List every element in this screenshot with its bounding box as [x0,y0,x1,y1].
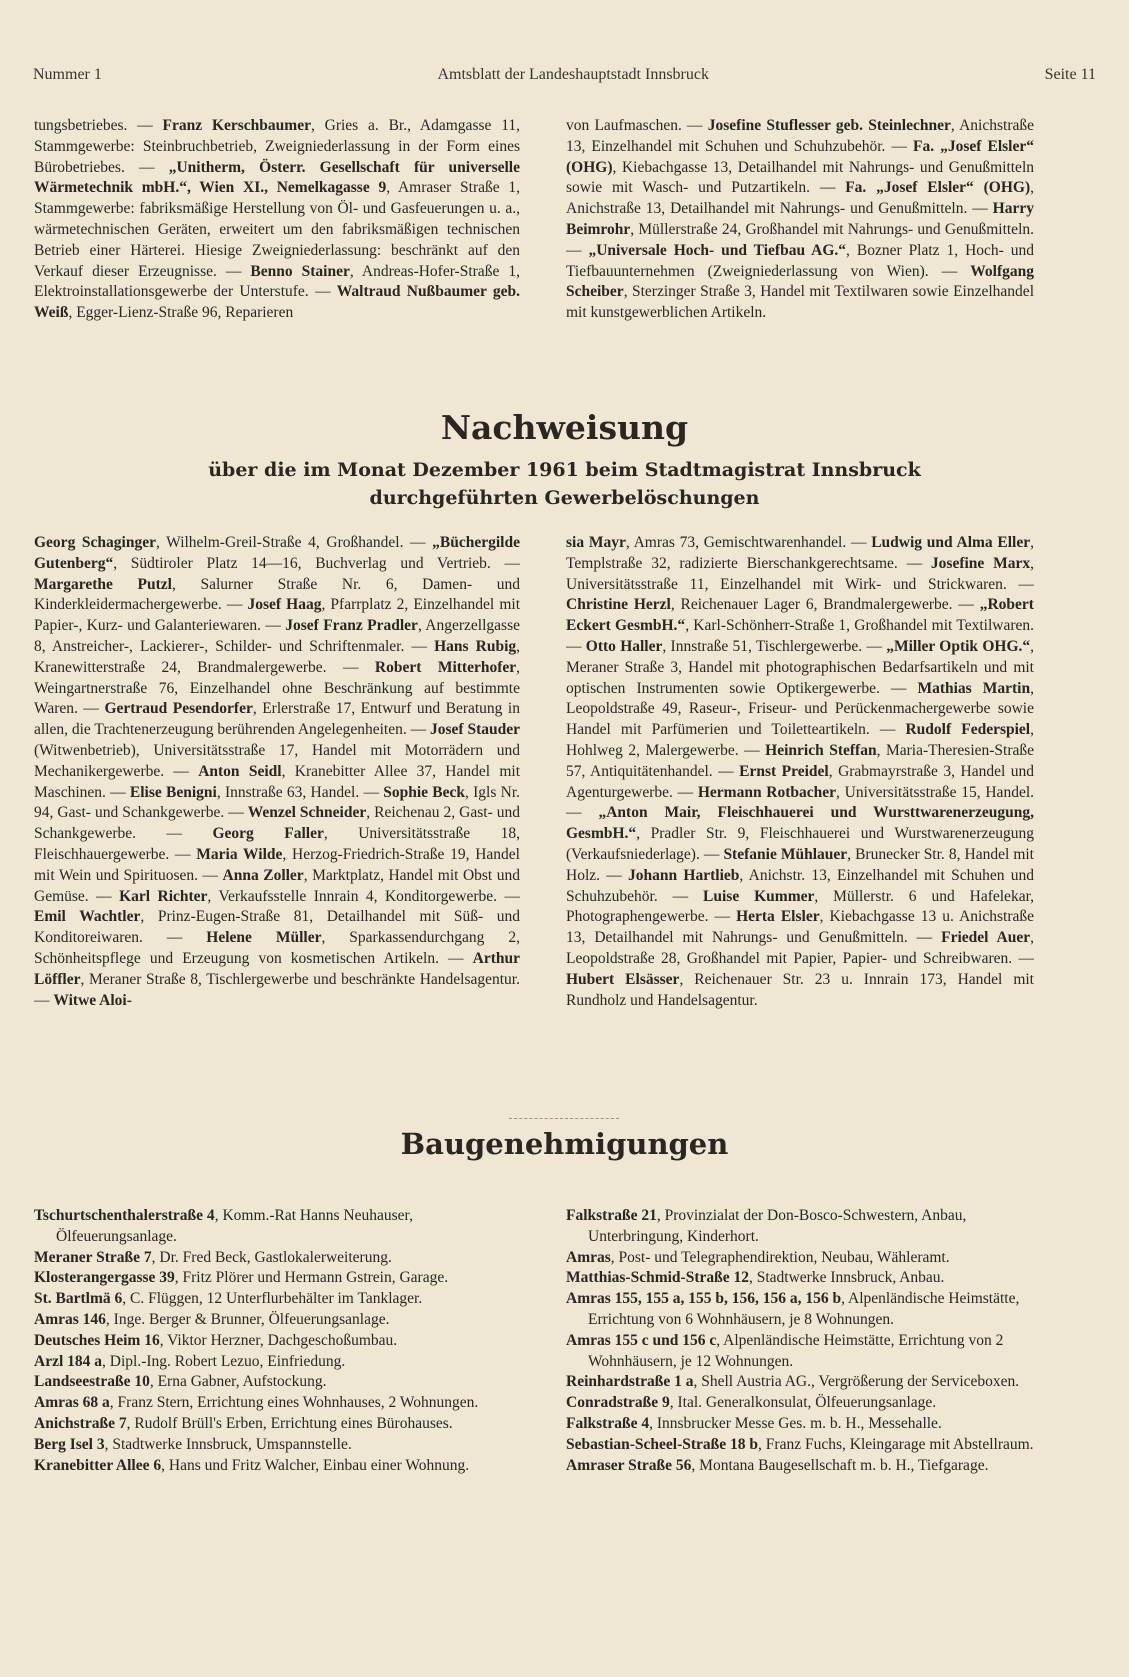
entry-name: Stefanie Mühlauer [723,845,848,863]
entry-name: Harry Beimrohr [566,200,1034,238]
entry-text: , Weingartnerstraße 76, Einzelhandel ohne Beschränkung auf bestimmte Waren. — [34,658,520,718]
entry-name: „Anton Mair, Fleischhauerei und Wursttwarenerzeugung, GesmbH.“ [566,804,1034,843]
entry-name: Georg Faller [212,825,324,843]
entry-text: tungsbetriebes. — [34,117,163,134]
entry-name: Karl Richter [119,887,208,905]
permit-details: , Dr. Fred Beck, Gastlokalerweiterung. [151,1248,392,1266]
entry-name: Josefine Marx [930,554,1031,572]
permit-entry [34,1331,520,1352]
entry-name: Georg Schaginger [34,534,156,551]
permit-entry [34,1372,520,1393]
permit-address: Reinhardstraße 1 a [566,1373,694,1391]
entry-name: Witwe Aloi- [53,991,132,1009]
entry-text: , Leopoldstraße 28, Großhandel mit Papier, Papier- und Schreibwaren. — [566,929,1034,967]
permit-details: , Erna Gabner, Aufstockung. [149,1373,327,1391]
entry-name: Maria Wilde [196,845,283,863]
entry-text: , Reichenau 2, Gast- und Schankgewerbe. — [34,804,520,843]
publication-title: Amtsblatt der Landeshauptstadt Innsbruck [437,66,709,83]
section-subheading-line2: durchgeführten Gewerbelöschungen [369,487,760,509]
permit-details: , Rudolf Brüll's Erben, Errichtung eines Bürohauses. [126,1414,453,1432]
entry-text: , Bozner Platz 1, Hoch- und Tiefbauunternehmen (Zweigniederlassung von Wien). — [566,241,1034,280]
permit-details: , Hans und Fritz Walcher, Einbau einer Wohnung. [161,1456,470,1474]
permit-details: , Innsbrucker Messe Ges. m. b. H., Messehalle. [649,1414,942,1432]
entry-text: , Amraser Straße 1, Stammgewerbe: fabriksmäßige Herstellung von Öl- und Gasfeuerungen u. a., wärmetechnischen Geräten, erweitert um den fabriksmäßigen technischen Betrieb einer Härterei. Hiesige Zweigniederlassung: beschränkt auf den Verkauf dieser Erzeugnisse. — [34,179,520,280]
entry-name: Waltraud Nußbaumer geb. Weiß [34,283,520,322]
entry-name: Sophie Beck [383,783,465,801]
entry-name: Fa. „Josef Elsler“ (OHG) [566,137,1034,176]
permit-entry [34,1352,520,1373]
entry-name: Robert Mitterhofer [374,658,517,676]
entry-text: , Verkaufsstelle Innrain 4, Konditorgewerbe. — [207,887,520,905]
entry-text: , Kranewitterstraße 24, Brandmalergewerbe. — [34,637,520,676]
entry-name: Josefine Stuflesser geb. Steinlechner [707,117,951,134]
permit-entry [566,1268,1034,1289]
loeschungen-column-right [566,533,1034,1111]
section-heading-nachweisung: Nachweisung [440,408,689,447]
page-indicator: Seite 11 [1044,66,1096,83]
permit-entry [566,1372,1034,1393]
permit-details: , Dipl.-Ing. Robert Lezuo, Einfriedung. [102,1352,346,1370]
permit-details: , Franz Fuchs, Kleingarage mit Abstellraum. [758,1435,1034,1453]
permit-address: Amras [566,1248,611,1266]
entry-text: , Grabmayrstraße 3, Handel und Agenturgewerbe. — [566,762,1034,801]
entry-text: , Sterzinger Straße 3, Handel mit Textilwaren sowie Einzelhandel mit kunstgewerblichen Artikeln. [566,283,1034,322]
entry-text: , Südtiroler Platz 14—16, Buchverlag und Vertrieb. — [113,554,520,572]
permit-entry [34,1435,520,1456]
entry-text: (Witwenbetrieb), Universitätsstraße 17, Handel mit Motorrädern und Mechanikergewerbe. — [34,741,520,780]
section-subheading-line1: über die im Monat Dezember 1961 beim Stadtmagistrat Innsbruck [208,459,921,481]
entry-text: , Anichstraße 13, Einzelhandel mit Schuhen und Schuhzubehör. — [566,117,1034,155]
baugenehmigungen-list-left [34,1206,520,1476]
permit-address: Amras 155, 155 a, 155 b, 156, 156 a, 156 b [566,1290,842,1308]
entry-name: Josef Haag [247,596,322,614]
article-column-top-right [566,116,1034,368]
entry-text: , Andreas-Hofer-Straße 1, Elektroinstallationsgewerbe der Unterstufe. — [34,262,520,301]
entry-name: Ernst Preidel [739,762,829,780]
entry-text: , Hohlweg 2, Malergewerbe. — [566,721,1034,759]
permit-entry [566,1289,1034,1331]
permit-address: Meraner Straße 7 [34,1248,152,1266]
entry-text: , Meraner Straße 8, Tischlergewerbe und beschränkte Handelsagentur. — [34,970,520,1009]
entry-name: Arthur Löffler [34,949,520,988]
entry-name: Friedel Auer [941,929,1031,947]
permit-details: , Post- und Telegraphendirektion, Neubau, Wähleramt. [610,1248,950,1266]
entry-text: , Reichenauer Lager 6, Brandmalergewerbe. — [670,596,980,614]
entry-text: , Anichstraße 13, Detailhandel mit Nahrungs- und Genußmitteln. — [566,179,1034,218]
permit-entry [34,1414,520,1435]
permit-entry [34,1289,520,1310]
permit-address: Anichstraße 7 [34,1414,127,1432]
permit-address: Conradstraße 9 [566,1394,670,1412]
entry-name: Anna Zoller [222,866,304,884]
section-divider [509,1118,619,1119]
entry-text: , Universitätsstraße 11, Einzelhandel mit Wirk- und Strickwaren. — [566,554,1034,593]
permit-entry [566,1331,1034,1373]
permit-address: Falkstraße 4 [566,1414,650,1432]
entry-name: Wenzel Schneider [247,804,367,822]
entry-name: „Universale Hoch- und Tiefbau AG.“ [588,241,847,259]
entry-text: , Herzog-Friedrich-Straße 19, Handel mit Wein und Spirituosen. — [34,845,520,884]
permit-address: Tschurtschenthalerstraße 4 [34,1207,215,1224]
entry-text: , Sparkassendurchgang 2, Schönheitspflege und Erzeugung von kosmetischen Artikeln. — [34,929,520,967]
permit-address: Kranebitter Allee 6 [34,1456,162,1474]
entry-name: Hubert Elsässer [566,970,680,988]
entry-text: , Prinz-Eugen-Straße 81, Detailhandel mit Süß- und Konditoreiwaren. — [34,908,520,947]
entry-text: , Meraner Straße 3, Handel mit photographischen Bedarfsartikeln und mit optischen Instrumenten sowie Optikergewerbe. — [566,637,1034,697]
permit-entry [566,1248,1034,1269]
section-heading-baugenehmigungen: Baugenehmigungen [400,1127,729,1161]
entry-text: , Gries a. Br., Adamgasse 11, Stammgewerbe: Steinbruchbetrieb, Zweigniederlassung in der Form eines Bürobetriebes. — [34,117,520,176]
permit-address: Arzl 184 a [34,1352,103,1370]
permit-entry [566,1393,1034,1414]
permit-entry [566,1206,1034,1248]
entry-text: , Innstraße 51, Tischlergewerbe. — [662,637,887,655]
entry-text: , Egger-Lienz-Straße 96, Reparieren [68,304,294,322]
permit-details: , Alpenländische Heimstätte, Errichtung von 2 Wohnhäusern, je 12 Wohnungen. [588,1331,1004,1370]
permit-entry [566,1456,1034,1477]
permit-details: , Stadtwerke Innsbruck, Umspannstelle. [104,1435,352,1453]
entry-name: Hermann Rotbacher [697,783,837,801]
permit-address: Berg Isel 3 [34,1435,105,1453]
entry-text: , Innstraße 63, Handel. — [216,783,384,801]
entry-text: , Anichstr. 13, Einzelhandel mit Schuhen und Schuhzubehör. — [566,866,1034,905]
entry-name: Josef Franz Pradler [285,617,418,635]
entry-name: „Büchergilde Gutenberg“ [34,534,520,572]
permit-details: , Inge. Berger & Brunner, Ölfeuerungsanlage. [105,1310,390,1328]
entry-text: , Marktplatz, Handel mit Obst und Gemüse. — [34,866,520,905]
permit-address: St. Bartlmä 6 [34,1290,123,1308]
entry-name: Hans Rubig [434,637,517,655]
entry-text: von Laufmaschen. — [566,117,708,134]
entry-text: , Amras 73, Gemischtwarenhandel. — [625,534,872,551]
entry-name: Margarethe Putzl [34,575,172,593]
permit-address: Falkstraße 21 [566,1207,657,1224]
permit-details: , Stadtwerke Innsbruck, Anbau. [748,1269,945,1287]
permit-address: Amraser Straße 56 [566,1456,692,1474]
entry-text: , Kranebitter Allee 37, Handel mit Maschinen. — [34,762,520,801]
entry-text: , Angerzellgasse 8, Anstreicher-, Lackierer-, Schilder- und Schriftenmaler. — [34,617,520,655]
permit-address: Klosterangergasse 39 [34,1269,175,1287]
permit-entry [34,1268,520,1289]
permit-details: , Fritz Plörer und Hermann Gstrein, Garage. [174,1269,449,1287]
permit-address: Amras 146 [34,1310,106,1328]
permit-entry [34,1248,520,1269]
entry-text: , Kiebachgasse 13 u. Anichstraße 13, Detailhandel mit Nahrungs- und Genußmitteln. — [566,908,1034,947]
entry-text: , Templstraße 32, radizierte Bierschankgerechtsame. — [566,534,1034,572]
entry-text: , Reichenauer Str. 23 u. Innrain 173, Handel mit Rundholz und Handelsagentur. [566,970,1034,1009]
entry-name: Emil Wachtler [34,908,141,926]
entry-name: Wolfgang Scheiber [566,262,1034,301]
entry-name: Fa. „Josef Elsler“ (OHG) [845,179,1031,197]
permit-entry [566,1435,1034,1456]
entry-name: Elise Benigni [129,783,217,801]
entry-name: Mathias Martin [917,679,1031,697]
entry-text: , Pradler Str. 9, Fleischhauerei und Wurstwarenerzeugung (Verkaufsniederlage). — [566,825,1034,863]
entry-name: Rudolf Federspiel [905,721,1031,739]
entry-text: , Maria-Theresien-Straße 57, Antiquitätenhandel. — [566,741,1034,780]
permit-details: , Komm.-Rat Hanns Neuhauser, Ölfeuerungsanlage. [56,1207,413,1245]
entry-name: „Miller Optik OHG.“ [886,637,1031,655]
entry-text: , Müllerstraße 24, Großhandel mit Nahrungs- und Genußmitteln. — [566,220,1034,259]
entry-text: , Universitätsstraße 15, Handel. — [566,783,1034,822]
entry-name: Christine Herzl [566,596,671,614]
page-number-label: Nummer 1 [33,66,102,83]
entry-name: Luise Kummer [703,887,815,905]
permit-entry [34,1206,520,1248]
entry-text: , Igls Nr. 94, Gast- und Schankgewerbe. — [34,783,520,822]
permit-details: , Shell Austria AG., Vergrößerung der Serviceboxen. [693,1373,1020,1391]
entry-name: „Unitherm, Österr. Gesellschaft für universelle Wärmetechnik mbH.“, Wien XI., Nemelkagasse 9 [34,158,520,197]
permit-address: Sebastian-Scheel-Straße 18 b [566,1435,759,1453]
entry-name: Josef Stauder [430,721,520,739]
entry-name: „Robert Eckert GesmbH.“ [566,596,1034,635]
entry-name: Anton Seidl [198,762,282,780]
entry-text: , Müllerstr. 6 und Hafelekar, Photographengewerbe. — [566,887,1034,926]
permit-address: Amras 155 c und 156 c [566,1331,717,1349]
permit-details: , C. Flüggen, 12 Unterflurbehälter im Tanklager. [122,1290,423,1308]
permit-details: , Alpenländische Heimstätte, Errichtung von 6 Wohnhäusern, je 8 Wohnungen. [588,1290,1020,1328]
entry-name: Ludwig und Alma Eller [871,534,1031,551]
permit-entry [34,1456,520,1477]
entry-text: , Universitätsstraße 18, Fleischhauergewerbe. — [34,825,520,863]
entry-name: Johann Hartlieb [628,866,740,884]
baugenehmigungen-list-right [566,1206,1034,1476]
entry-text: , Leopoldstraße 49, Raseur-, Friseur- und Perückenmachergewerbe sowie Handel mit Parfümerien und Toiletteartikeln. — [566,679,1034,739]
entry-name: Otto Haller [585,637,663,655]
entry-text: , Pfarrplatz 2, Einzelhandel mit Papier-, Kurz- und Galanteriewaren. — [34,596,520,635]
entry-name: Gertraud Pesendorfer [104,700,253,718]
permit-address: Deutsches Heim 16 [34,1331,160,1349]
permit-details: , Ital. Generalkonsulat, Ölfeuerungsanlage. [669,1394,937,1412]
entry-text: , Erlerstraße 17, Entwurf und Beratung in allen, die Trachtenerzeugung berührenden Angelegenheiten. — [34,700,520,739]
running-header [33,66,1096,84]
permit-entry [566,1414,1034,1435]
entry-text: , Karl-Schönherr-Straße 1, Großhandel mit Textilwaren. — [566,617,1034,655]
entry-text: , Kiebachgasse 13, Detailhandel mit Nahrungs- und Genußmitteln sowie mit Wasch- und Putzartikeln. — [566,158,1034,197]
permit-entry [34,1393,520,1414]
entry-name: Helene Müller [206,929,322,947]
entry-text: , Brunecker Str. 8, Handel mit Holz. — [566,845,1034,884]
article-column-top-left [34,116,520,368]
entry-name: Heinrich Steffan [765,741,877,759]
entry-text: , Wilhelm-Greil-Straße 4, Großhandel. — [155,534,433,551]
entry-name: Franz Kerschbaumer [162,117,311,134]
permit-details: , Franz Stern, Errichtung eines Wohnhauses, 2 Wohnungen. [109,1394,479,1412]
permit-details: , Viktor Herzner, Dachgeschoßumbau. [159,1331,398,1349]
permit-entry [34,1310,520,1331]
entry-text: , Salurner Straße Nr. 6, Damen- und Kinderkleidermachergewerbe. — [34,575,520,614]
permit-address: Matthias-Schmid-Straße 12 [566,1269,749,1287]
loeschungen-column-left [34,533,520,1111]
permit-details: , Montana Baugesellschaft m. b. H., Tiefgarage. [691,1456,989,1474]
permit-address: Amras 68 a [34,1394,110,1412]
entry-name: sia Mayr [566,534,626,551]
permit-details: , Provinzialat der Don-Bosco-Schwestern, Anbau, Unterbringung, Kinderhort. [588,1207,967,1245]
entry-name: Benno Stainer [250,262,350,280]
entry-name: Herta Elsler [736,908,820,926]
permit-address: Landseestraße 10 [34,1373,150,1391]
